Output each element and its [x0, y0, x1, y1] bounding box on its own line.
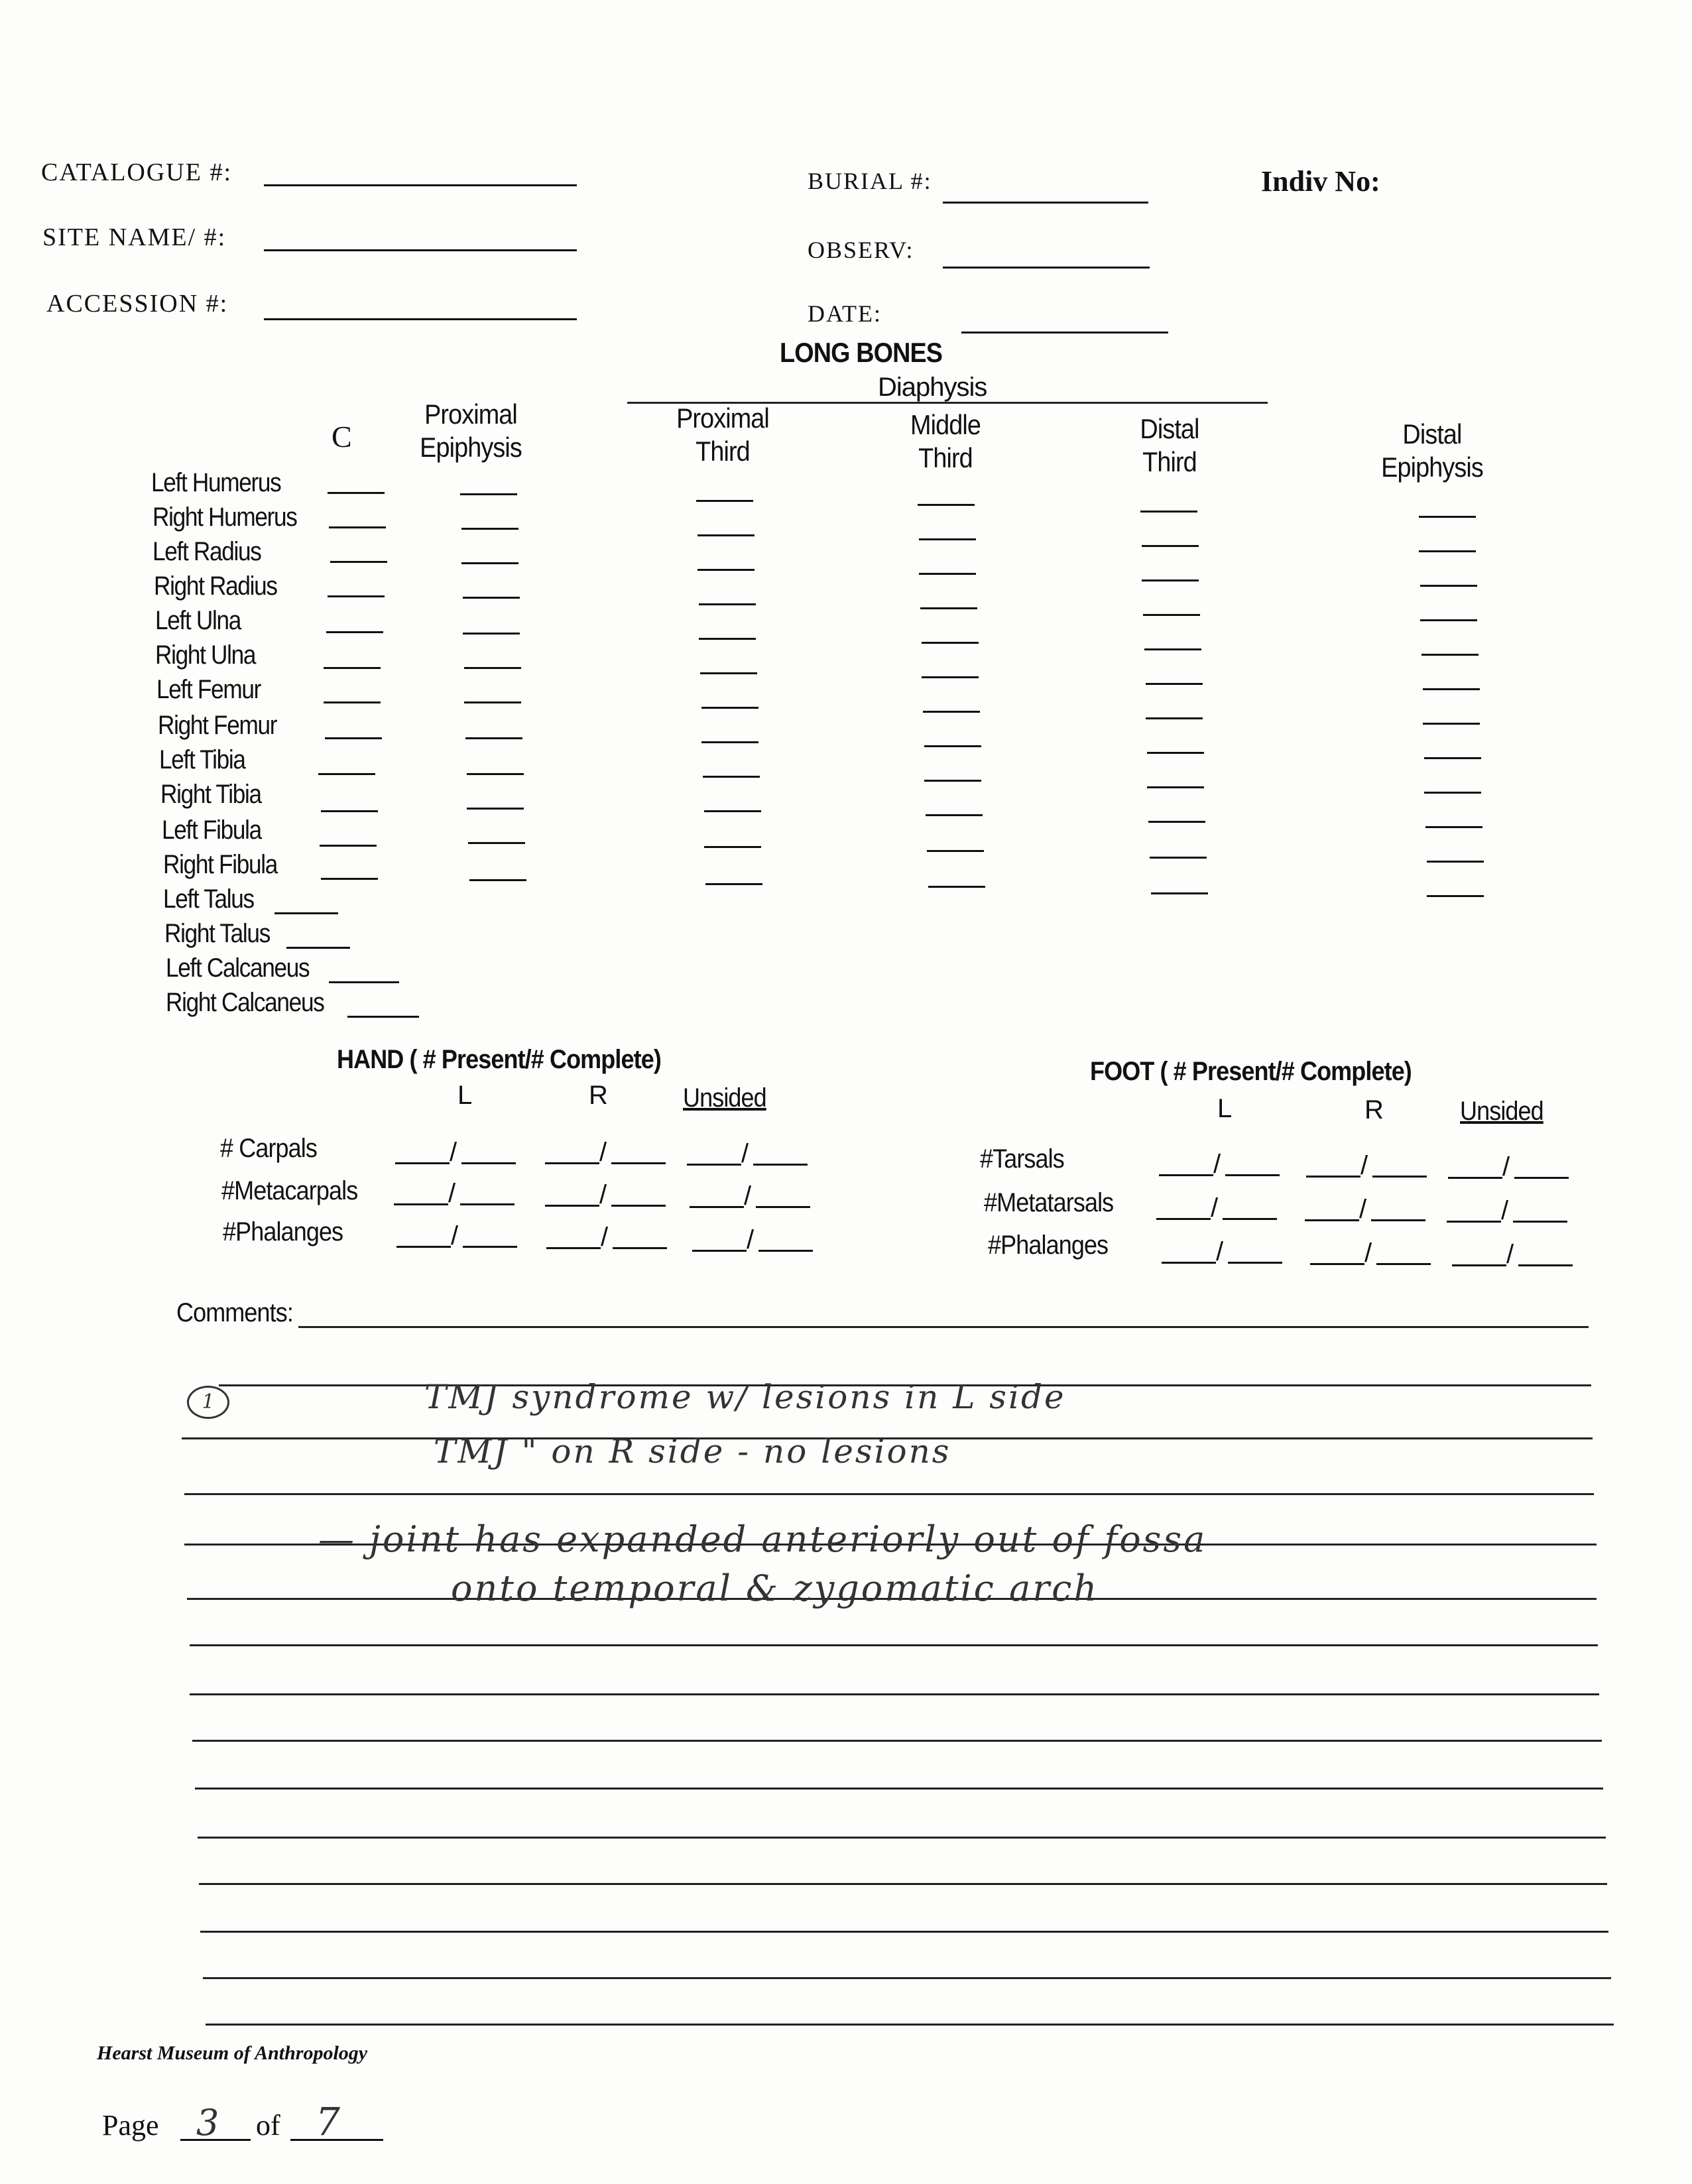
- distal-third-blank[interactable]: [1147, 752, 1204, 754]
- foot-tarsals-unsided[interactable]: [1448, 1152, 1574, 1182]
- handwritten-comment-line: — joint has expanded anteriorly out of fossa: [318, 1518, 1207, 1560]
- date-field[interactable]: [961, 332, 1168, 334]
- complete-blank[interactable]: [1225, 1174, 1280, 1176]
- proximal-epiphysis-blank[interactable]: [467, 773, 524, 775]
- proximal-third-blank[interactable]: [704, 846, 761, 848]
- comment-line[interactable]: [190, 1693, 1599, 1695]
- c-blank[interactable]: [318, 773, 375, 775]
- proximal-epiphysis-blank[interactable]: [465, 737, 522, 739]
- distal-epiphysis-blank[interactable]: [1425, 826, 1482, 828]
- slash: /: [599, 1138, 607, 1167]
- hand-col-unsided: Unsided: [683, 1083, 766, 1113]
- c-blank[interactable]: [328, 492, 385, 494]
- distal-epiphysis-blank[interactable]: [1421, 654, 1479, 656]
- slash: /: [1506, 1240, 1514, 1269]
- of-label: of: [256, 2109, 280, 2142]
- left-talus-blank[interactable]: [274, 912, 338, 914]
- comment-line[interactable]: [198, 1837, 1606, 1839]
- middle-third-blank[interactable]: [920, 607, 977, 609]
- complete-blank[interactable]: [758, 1250, 813, 1252]
- foot-tarsals-left[interactable]: [1159, 1150, 1285, 1179]
- hand-metacarpals-unsided[interactable]: [690, 1182, 816, 1211]
- proximal-third-blank[interactable]: [700, 672, 757, 674]
- present-blank[interactable]: [1305, 1219, 1359, 1221]
- proximal-third-blank[interactable]: [697, 569, 755, 571]
- left-calcaneus-blank[interactable]: [329, 981, 399, 983]
- middle-third-blank[interactable]: [919, 538, 976, 540]
- proximal-third-blank[interactable]: [704, 810, 761, 812]
- accession-field[interactable]: [264, 318, 577, 320]
- bone-label: Right Fibula: [163, 850, 277, 879]
- middle-third-blank[interactable]: [922, 642, 979, 644]
- complete-blank[interactable]: [613, 1247, 667, 1249]
- accession-label: ACCESSION #:: [46, 290, 229, 318]
- col-header-line: Proximal: [676, 402, 769, 434]
- present-blank[interactable]: [1306, 1176, 1360, 1178]
- proximal-epiphysis-blank[interactable]: [468, 842, 525, 844]
- bone-label: Left Ulna: [155, 606, 241, 635]
- slash: /: [1213, 1150, 1221, 1179]
- col-distal-third-header: [1110, 412, 1229, 479]
- hand-row-label: #Metacarpals: [221, 1176, 358, 1205]
- slash: /: [599, 1180, 607, 1209]
- foot-row-label: #Phalanges: [988, 1231, 1109, 1260]
- middle-third-blank[interactable]: [918, 504, 975, 506]
- distal-epiphysis-blank[interactable]: [1424, 792, 1481, 794]
- hand-col-r: R: [589, 1081, 608, 1110]
- handwritten-comment-line: TMJ " on R side - no lesions: [434, 1432, 951, 1471]
- col-header-line: Middle: [910, 409, 981, 440]
- observ-label: OBSERV:: [808, 237, 914, 263]
- distal-epiphysis-blank[interactable]: [1423, 688, 1480, 690]
- slash: /: [450, 1138, 457, 1167]
- distal-third-blank[interactable]: [1143, 614, 1200, 616]
- distal-third-blank[interactable]: [1146, 717, 1203, 719]
- distal-third-blank[interactable]: [1150, 857, 1207, 859]
- slash: /: [747, 1225, 755, 1254]
- bone-label: Left Radius: [152, 537, 261, 566]
- proximal-third-blank[interactable]: [699, 638, 756, 640]
- comments-label: Comments:: [176, 1298, 293, 1327]
- bone-label: Right Radius: [154, 572, 277, 601]
- col-header-line: Third: [695, 436, 750, 467]
- present-blank[interactable]: [687, 1164, 741, 1166]
- slash: /: [1502, 1152, 1510, 1182]
- museum-name: Hearst Museum of Anthropology: [97, 2042, 368, 2064]
- present-blank[interactable]: [1310, 1263, 1364, 1265]
- foot-col-l: L: [1217, 1094, 1233, 1123]
- distal-third-blank[interactable]: [1147, 786, 1204, 788]
- bone-label: Right Femur: [158, 711, 277, 740]
- distal-epiphysis-blank[interactable]: [1419, 550, 1476, 552]
- handwritten-comment-line: onto temporal & zygomatic arch: [451, 1567, 1099, 1609]
- present-blank[interactable]: [692, 1250, 747, 1252]
- slash: /: [1211, 1193, 1219, 1223]
- present-blank[interactable]: [394, 1203, 448, 1205]
- complete-blank[interactable]: [1223, 1218, 1277, 1220]
- proximal-third-blank[interactable]: [701, 707, 758, 709]
- comment-line[interactable]: [199, 1883, 1607, 1885]
- foot-phalanges-unsided[interactable]: [1452, 1240, 1578, 1269]
- distal-epiphysis-blank[interactable]: [1420, 585, 1477, 587]
- bone-label: Left Humerus: [151, 468, 281, 497]
- foot-phalanges-left[interactable]: [1162, 1237, 1288, 1264]
- present-blank[interactable]: [546, 1247, 601, 1249]
- present-blank[interactable]: [1448, 1177, 1502, 1179]
- middle-third-blank[interactable]: [926, 814, 983, 816]
- col-header-line: Third: [918, 442, 973, 473]
- page-label: Page: [102, 2109, 159, 2142]
- present-blank[interactable]: [1156, 1218, 1211, 1220]
- bone-label: Left Talus: [163, 884, 254, 914]
- comment-line[interactable]: [184, 1493, 1594, 1495]
- complete-blank[interactable]: [756, 1206, 810, 1208]
- hand-carpals-right[interactable]: [545, 1138, 671, 1167]
- middle-third-blank[interactable]: [923, 711, 980, 713]
- c-blank[interactable]: [330, 561, 387, 563]
- bone-label: Right Ulna: [155, 640, 256, 670]
- hand-metacarpals-right[interactable]: [545, 1180, 671, 1207]
- proximal-third-blank[interactable]: [703, 776, 760, 778]
- foot-metatarsals-right[interactable]: [1305, 1195, 1431, 1224]
- middle-third-blank[interactable]: [924, 780, 981, 782]
- proximal-third-blank[interactable]: [705, 883, 762, 885]
- proximal-epiphysis-blank[interactable]: [464, 667, 521, 669]
- middle-third-blank[interactable]: [924, 745, 981, 747]
- page-total-value: 7: [316, 2099, 342, 2144]
- indiv-no-label: Indiv No:: [1261, 165, 1380, 198]
- col-middle-third-header: [886, 408, 1005, 475]
- c-blank[interactable]: [326, 631, 383, 633]
- col-distal-epiphysis-header: [1372, 418, 1492, 484]
- complete-blank[interactable]: [463, 1246, 517, 1248]
- proximal-epiphysis-blank[interactable]: [461, 528, 518, 530]
- page-number-value: 3: [196, 2102, 221, 2144]
- foot-phalanges-right[interactable]: [1310, 1239, 1436, 1268]
- bone-label: Left Femur: [156, 675, 261, 704]
- c-blank[interactable]: [328, 595, 385, 597]
- catalogue-label: CATALOGUE #:: [41, 158, 232, 186]
- c-blank[interactable]: [329, 526, 386, 528]
- present-blank[interactable]: [1162, 1262, 1216, 1264]
- slash: /: [1359, 1195, 1367, 1224]
- distal-third-blank[interactable]: [1148, 821, 1205, 823]
- hand-row-label: # Carpals: [220, 1134, 317, 1163]
- proximal-third-blank[interactable]: [697, 534, 755, 536]
- catalogue-field[interactable]: [264, 184, 577, 186]
- comment-marker-number: 1: [202, 1390, 215, 1414]
- complete-blank[interactable]: [753, 1164, 808, 1166]
- distal-epiphysis-blank[interactable]: [1419, 516, 1476, 518]
- middle-third-blank[interactable]: [922, 676, 979, 678]
- distal-third-blank[interactable]: [1142, 579, 1199, 581]
- slash: /: [1364, 1239, 1372, 1268]
- comment-line[interactable]: [206, 2024, 1614, 2026]
- present-blank[interactable]: [396, 1246, 451, 1248]
- hand-carpals-left[interactable]: [395, 1138, 521, 1167]
- date-label: DATE:: [808, 300, 882, 327]
- comment-line[interactable]: [203, 1977, 1611, 1979]
- slash: /: [744, 1182, 752, 1211]
- proximal-epiphysis-blank[interactable]: [463, 597, 520, 599]
- col-header-line: Epiphysis: [420, 432, 522, 463]
- right-calcaneus-blank[interactable]: [347, 1016, 419, 1018]
- distal-epiphysis-blank[interactable]: [1423, 723, 1480, 725]
- foot-metatarsals-unsided[interactable]: [1447, 1196, 1573, 1223]
- present-blank[interactable]: [545, 1205, 599, 1207]
- foot-col-unsided: Unsided: [1460, 1097, 1543, 1126]
- distal-third-blank[interactable]: [1140, 511, 1197, 513]
- col-c-header: C: [332, 420, 352, 454]
- right-talus-blank[interactable]: [286, 947, 350, 949]
- hand-row-label: #Phalanges: [223, 1217, 343, 1246]
- complete-blank[interactable]: [1376, 1263, 1431, 1265]
- site-name-field[interactable]: [264, 249, 577, 251]
- hand-carpals-unsided[interactable]: [687, 1139, 813, 1166]
- slash: /: [451, 1221, 459, 1250]
- comment-line[interactable]: [192, 1740, 1602, 1742]
- present-blank[interactable]: [690, 1206, 744, 1208]
- c-blank[interactable]: [321, 810, 378, 812]
- hand-metacarpals-left[interactable]: [394, 1179, 520, 1208]
- foot-tarsals-right[interactable]: [1306, 1151, 1432, 1178]
- col-header-line: Distal: [1402, 418, 1462, 450]
- hand-phalanges-right[interactable]: [546, 1223, 672, 1252]
- diaphysis-label: Diaphysis: [878, 373, 987, 402]
- col-header-line: Proximal: [424, 398, 517, 430]
- long-bones-title: LONG BONES: [780, 337, 943, 368]
- bone-label: Right Humerus: [152, 503, 297, 532]
- col-proximal-third-header: [663, 402, 782, 468]
- c-blank[interactable]: [324, 701, 381, 703]
- bone-label: Left Calcaneus: [166, 953, 310, 983]
- distal-third-blank[interactable]: [1144, 648, 1201, 650]
- distal-third-blank[interactable]: [1151, 892, 1208, 894]
- observ-field[interactable]: [943, 267, 1150, 269]
- middle-third-blank[interactable]: [928, 886, 985, 888]
- bone-label: Left Tibia: [159, 745, 245, 774]
- handwritten-comment-line: TMJ syndrome w/ lesions in L side: [424, 1378, 1066, 1416]
- complete-blank[interactable]: [611, 1205, 666, 1207]
- complete-blank[interactable]: [1514, 1177, 1569, 1179]
- bone-label: Right Calcaneus: [166, 988, 324, 1017]
- present-blank[interactable]: [545, 1162, 599, 1164]
- c-blank[interactable]: [320, 845, 377, 847]
- present-blank[interactable]: [1447, 1221, 1501, 1223]
- middle-third-blank[interactable]: [919, 573, 976, 575]
- foot-title: FOOT ( # Present/# Complete): [1090, 1057, 1412, 1086]
- col-proximal-epiphysis-header: [411, 398, 530, 464]
- proximal-epiphysis-blank[interactable]: [469, 879, 526, 881]
- burial-field[interactable]: [943, 202, 1148, 204]
- proximal-epiphysis-blank[interactable]: [460, 493, 517, 495]
- complete-blank[interactable]: [1228, 1262, 1282, 1264]
- bone-label: Right Talus: [164, 919, 270, 948]
- proximal-epiphysis-blank[interactable]: [467, 808, 524, 810]
- slash: /: [1216, 1237, 1224, 1266]
- complete-blank[interactable]: [1372, 1176, 1427, 1178]
- proximal-third-blank[interactable]: [696, 500, 753, 502]
- slash: /: [741, 1139, 749, 1168]
- bone-label: Left Fibula: [162, 816, 261, 845]
- col-header-line: Third: [1142, 446, 1197, 477]
- complete-blank[interactable]: [460, 1203, 514, 1205]
- proximal-epiphysis-blank[interactable]: [461, 562, 518, 564]
- proximal-epiphysis-blank[interactable]: [463, 633, 520, 635]
- hand-phalanges-unsided[interactable]: [692, 1225, 818, 1252]
- hand-col-l: L: [457, 1081, 473, 1110]
- foot-row-label: #Metatarsals: [984, 1188, 1114, 1217]
- c-blank[interactable]: [321, 878, 378, 880]
- distal-third-blank[interactable]: [1142, 545, 1199, 547]
- middle-third-blank[interactable]: [927, 850, 984, 852]
- present-blank[interactable]: [1159, 1174, 1213, 1176]
- proximal-third-blank[interactable]: [699, 603, 756, 605]
- bone-label: Right Tibia: [160, 780, 261, 809]
- complete-blank[interactable]: [1371, 1219, 1425, 1221]
- col-header-line: Epiphysis: [1381, 452, 1483, 483]
- present-blank[interactable]: [1452, 1264, 1506, 1266]
- comment-line[interactable]: [200, 1931, 1608, 1933]
- slash: /: [1360, 1151, 1368, 1180]
- proximal-third-blank[interactable]: [701, 741, 758, 743]
- comment-line[interactable]: [195, 1788, 1603, 1790]
- c-blank[interactable]: [324, 667, 381, 669]
- distal-epiphysis-blank[interactable]: [1427, 861, 1484, 863]
- foot-metatarsals-left[interactable]: [1156, 1193, 1282, 1223]
- complete-blank[interactable]: [461, 1162, 516, 1164]
- complete-blank[interactable]: [1513, 1221, 1567, 1223]
- complete-blank[interactable]: [611, 1162, 666, 1164]
- slash: /: [1501, 1196, 1509, 1225]
- slash: /: [601, 1223, 609, 1252]
- site-name-label: SITE NAME/ #:: [42, 223, 227, 251]
- comment-marker-circle: [187, 1386, 229, 1419]
- foot-col-r: R: [1364, 1095, 1384, 1124]
- col-header-line: Distal: [1140, 413, 1199, 444]
- distal-epiphysis-blank[interactable]: [1427, 895, 1484, 897]
- distal-third-blank[interactable]: [1146, 683, 1203, 685]
- c-blank[interactable]: [325, 737, 382, 739]
- comment-line[interactable]: [298, 1326, 1589, 1328]
- distal-epiphysis-blank[interactable]: [1424, 757, 1481, 759]
- foot-row-label: #Tarsals: [980, 1144, 1064, 1174]
- slash: /: [448, 1179, 456, 1208]
- proximal-epiphysis-blank[interactable]: [464, 701, 521, 703]
- comment-line[interactable]: [190, 1644, 1598, 1646]
- present-blank[interactable]: [395, 1162, 450, 1164]
- hand-title: HAND ( # Present/# Complete): [337, 1045, 661, 1074]
- distal-epiphysis-blank[interactable]: [1420, 619, 1477, 621]
- hand-phalanges-left[interactable]: [396, 1221, 522, 1248]
- complete-blank[interactable]: [1518, 1264, 1573, 1266]
- burial-label: BURIAL #:: [808, 168, 932, 194]
